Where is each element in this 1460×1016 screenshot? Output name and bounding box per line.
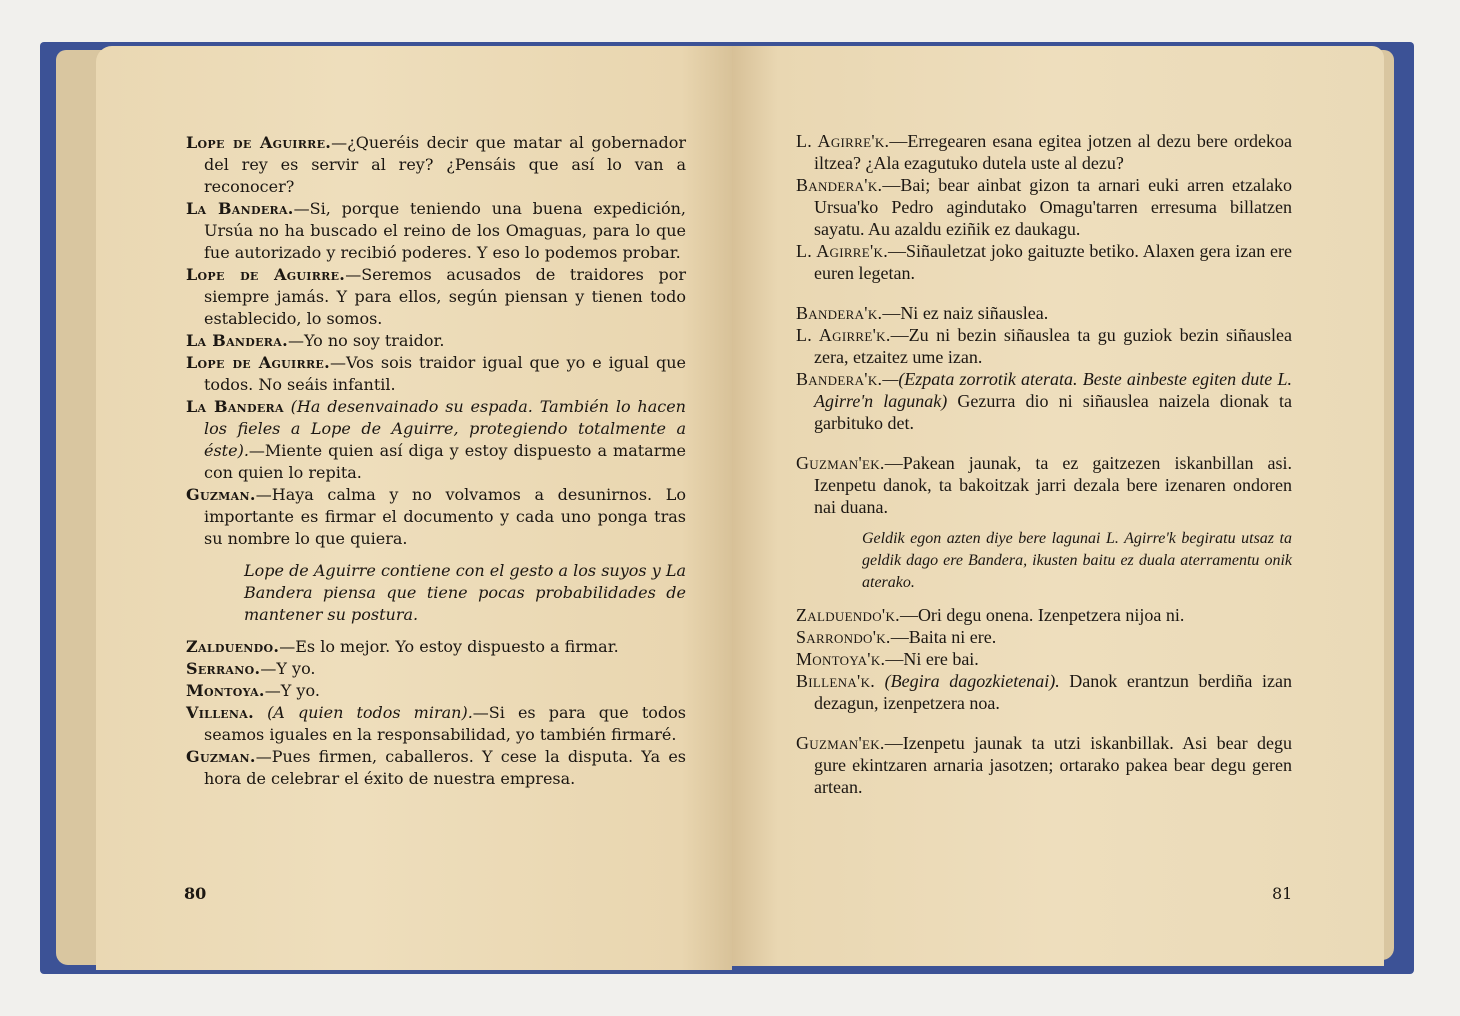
stage-direction: Geldik egon azten diye bere lagunai L. Agirre'k begiratu utsaz ta geldik dago ere Bandera, ikusten baitu ez duala aterramentu onik aterako. — [862, 530, 1292, 591]
spacer — [796, 714, 1292, 732]
dialogue-line: Lope de Aguirre.—Vos sois traidor igual que yo e igual que todos. No seáis infantil. — [186, 353, 686, 394]
dialogue-line: L. Agirre'k.—Erregearen esana egitea jotzen al dezu bere ordekoa iltzea? ¿Ala ezagutuko dutela uste al dezu? — [796, 131, 1292, 173]
dialogue-line: Guzman'ek.—Pakean jaunak, ta ez gaitzezen iskanbillan asi. Izenpetu danok, ta bakoitzak jarri dezala bere izenaren ondoren nai duana. — [796, 453, 1292, 517]
dialogue-line: L. Agirre'k.—Zu ni bezin siñauslea ta gu guziok bezin siñauslea zera, etzaitez ume izan. — [796, 325, 1292, 367]
dialogue-line: Lope de Aguirre.—Seremos acusados de traidores por siempre jamás. Y para ellos, según piensan y tienen todo establecido, lo somos. — [186, 265, 686, 328]
dialogue-line: La Bandera.—Yo no soy traidor. — [186, 331, 445, 350]
dialogue-line: Montoya.—Y yo. — [186, 681, 320, 700]
page-number: 80 — [184, 884, 207, 903]
stage-direction: Lope de Aguirre contiene con el gesto a los suyos y La Bandera piensa que tiene pocas probabilidades de mantener su postura. — [244, 561, 686, 624]
page-number: 81 — [1272, 884, 1293, 903]
left-page-text — [186, 132, 686, 790]
dialogue-line: Bandera'k.—Bai; bear ainbat gizon ta arnari euki arren etzalako Ursua'ko Pedro agindutako Omagu'tarren erresuma billatzen sayatu. Au azaldu eziñik ez daukagu. — [796, 175, 1292, 239]
dialogue-line: Lope de Aguirre.—¿Queréis decir que matar al gobernador del rey es servir al rey? ¿Pensáis que así lo van a reconocer? — [186, 133, 687, 196]
spacer — [796, 284, 1292, 302]
dialogue-line: Zalduendo.—Es lo mejor. Yo estoy dispuesto a firmar. — [186, 637, 619, 656]
dialogue-line: Villena. (A quien todos miran).—Si es para que todos seamos iguales en la responsabilidad, yo también firmaré. — [186, 703, 686, 744]
dialogue-line: Billena'k. (Begira dagozkietenai). Danok erantzun berdiña izan dezagun, izenpetzera noa. — [796, 671, 1292, 713]
dialogue-line: L. Agirre'k.—Siñauletzat joko gaituzte betiko. Alaxen gera izan ere euren legetan. — [796, 241, 1292, 283]
dialogue-line: La Bandera (Ha desenvainado su espada. También lo hacen los fieles a Lope de Aguirre, protegiendo totalmente a éste).—Miente quien así diga y estoy dispuesto a matarme con quien lo repita. — [186, 397, 686, 482]
right-page-text — [796, 130, 1292, 798]
dialogue-line: Guzman.—Pues firmen, caballeros. Y cese la disputa. Ya es hora de celebrar el éxito de nuestra empresa. — [186, 747, 686, 788]
dialogue-line: Guzman.—Haya calma y no volvamos a desunirnos. Lo importante es firmar el documento y cada uno ponga tras su nombre lo que quiera. — [186, 485, 686, 548]
right-page — [732, 46, 1384, 966]
dialogue-line: Bandera'k.—(Ezpata zorrotik aterata. Beste ainbeste egiten dute L. Agirre'n lagunak) Gezurra dio ni siñauslea naizela dionak ta garbituko det. — [796, 369, 1292, 433]
dialogue-line: La Bandera.—Si, porque teniendo una buena expedición, Ursúa no ha buscado el reino de los Omaguas, para lo que fue autorizado y recibió poderes. Y eso lo podemos probar. — [186, 199, 686, 262]
dialogue-line: Bandera'k.—Ni ez naiz siñauslea. — [796, 303, 1049, 323]
dialogue-line: Serrano.—Y yo. — [186, 659, 316, 678]
left-page — [96, 46, 732, 970]
dialogue-line: Guzman'ek.—Izenpetu jaunak ta utzi iskanbillak. Asi bear degu gure ekintzaren arnaria jasotzen; ortarako pakea bear degu geren artean. — [796, 733, 1292, 797]
dialogue-line: Montoya'k.—Ni ere bai. — [796, 649, 979, 669]
spacer — [796, 434, 1292, 452]
dialogue-line: Sarrondo'k.—Baita ni ere. — [796, 627, 997, 647]
dialogue-line: Zalduendo'k.—Ori degu onena. Izenpetzera nijoa ni. — [796, 605, 1185, 625]
